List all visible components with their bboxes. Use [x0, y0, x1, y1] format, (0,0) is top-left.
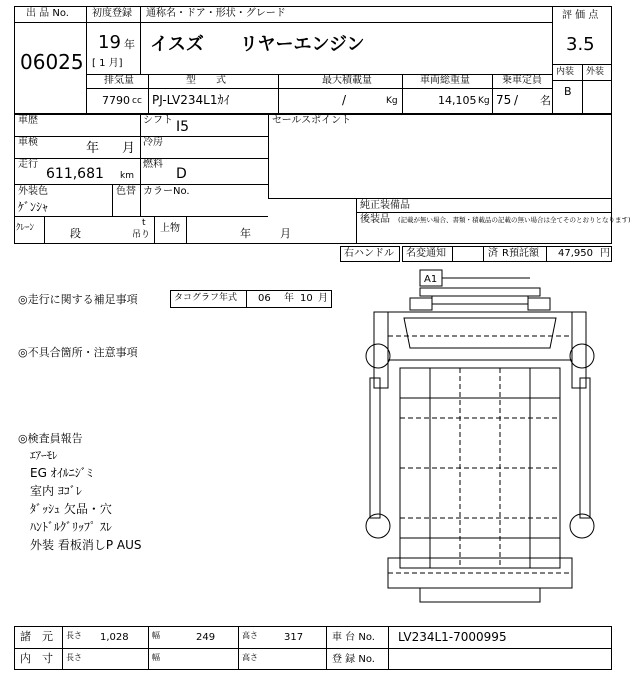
crane-hang: 吊り: [132, 230, 151, 240]
deposit-value: 47,950: [558, 248, 593, 259]
defect-title: ◎不具合箇所・注意事項: [18, 346, 138, 359]
displacement-label: 排気量: [104, 75, 134, 86]
genuine-equipment-label: 純正装備品: [360, 200, 410, 211]
inspection-label: 車検: [18, 137, 38, 148]
crane-tonnage-unit: t: [142, 218, 146, 228]
shift-value: I5: [176, 119, 190, 135]
height-value: 317: [284, 632, 304, 643]
capacity-sep: /: [514, 93, 519, 107]
inspection-month: 月: [122, 141, 136, 156]
length-value: 1,028: [100, 632, 129, 643]
interior-width-label: 幅: [152, 653, 160, 662]
first-reg-month: [ 1 月]: [92, 58, 123, 69]
tacho-label: タコグラフ年式: [174, 293, 238, 303]
shift-label: シフト: [143, 115, 173, 126]
crane-stage: 段: [70, 227, 81, 240]
deposit-label-b: R預託額: [502, 248, 539, 259]
body-label: 上物: [160, 223, 180, 234]
type-label: 型 式: [186, 75, 226, 86]
damage-marker: A1: [424, 274, 438, 285]
color-code-label: カラーNo.: [143, 186, 190, 197]
exterior-color-value: ｹﾞﾝｼｬ: [18, 200, 49, 214]
grade-value: 3.5: [566, 34, 595, 55]
tacho-month: 10: [300, 293, 313, 304]
ac-label: 冷房: [143, 137, 163, 148]
mileage-label: 走行: [18, 159, 38, 170]
width-label: 幅: [152, 631, 160, 640]
first-reg-label: 初度登録: [92, 8, 132, 19]
steering-value: 右ハンドル: [344, 248, 394, 259]
displacement-unit: cc: [132, 96, 142, 106]
interior-grade-value: B: [564, 85, 572, 98]
model-name-label: 通称名・ドア・形状・グレード: [146, 8, 286, 19]
first-reg-year-unit: 年: [124, 38, 135, 51]
inspection-year: 年: [86, 141, 100, 156]
tacho-year: 06: [258, 293, 271, 304]
interior-height-label: 高さ: [242, 653, 258, 662]
name-change-value-box: [452, 246, 484, 262]
capacity-label: 乗車定員: [502, 75, 542, 86]
grade-label: 評 価 点: [562, 10, 599, 21]
gross-weight-value: 14,105: [438, 94, 477, 107]
inspector-line-1: ｴｱｰﾓﾚ: [30, 449, 58, 462]
max-load-label: 最大積載量: [322, 75, 372, 86]
deposit-label-a: 済: [488, 248, 498, 259]
vehicle-damage-diagram: [360, 268, 600, 608]
first-reg-year: 19: [98, 32, 121, 53]
type-value: PJ-LV234L1ｶｲ: [152, 93, 230, 107]
max-load-unit: Kg: [386, 96, 398, 106]
driving-notes-title: ◎走行に関する補足事項: [18, 293, 138, 306]
aftermarket-note: (記載が無い場合、書類・積載品の記載の無い場合は全てそのとおりとなります): [398, 216, 631, 224]
body-year: 年: [240, 227, 251, 240]
name-change-label: 名変通知: [406, 248, 446, 259]
tacho-month-unit: 月: [318, 293, 328, 304]
inspector-line-6: 外装 看板消しP AUS: [30, 538, 142, 552]
displacement-value: 7790: [102, 94, 130, 107]
aftermarket-label: 後装品: [360, 214, 390, 225]
inspector-line-4: ﾀﾞｯｼｭ 欠品・穴: [30, 502, 112, 516]
inspector-line-3: 室内 ﾖｺﾞﾚ: [30, 484, 82, 498]
gross-weight-unit: Kg: [478, 96, 490, 106]
tacho-year-unit: 年: [284, 293, 294, 304]
lot-label: 出 品 No.: [26, 8, 69, 19]
model-name: イスズ リヤーエンジン: [150, 34, 365, 55]
fuel-value: D: [176, 166, 187, 182]
color-change-label: 色替: [116, 186, 136, 197]
capacity-value: 75: [496, 93, 512, 107]
inspector-line-5: ﾊﾝﾄﾞﾙｸﾞﾘｯﾌﾟ ｽﾚ: [30, 520, 112, 534]
interior-grade-label: 内装: [556, 67, 575, 77]
fuel-label: 燃料: [143, 159, 163, 170]
inspector-title: ◎検査員報告: [18, 432, 83, 445]
sales-point-label: セールスポイント: [272, 115, 352, 126]
dims-label: 諸 元: [20, 630, 53, 643]
body-month: 月: [280, 227, 291, 240]
interior-length-label: 長さ: [66, 653, 82, 662]
length-label: 長さ: [66, 631, 82, 640]
crane-label: ｸﾚｰﾝ: [16, 223, 35, 233]
exterior-color-label: 外装色: [18, 186, 48, 197]
deposit-unit: 円: [600, 248, 610, 259]
width-value: 249: [196, 632, 216, 643]
mileage-value: 611,681: [46, 166, 104, 182]
height-label: 高さ: [242, 631, 258, 640]
history-label: 車歴: [18, 115, 38, 126]
mileage-unit: km: [120, 171, 134, 181]
exterior-grade-label: 外装: [586, 67, 605, 77]
capacity-unit: 名: [540, 94, 551, 107]
interior-dims-label: 内 寸: [20, 652, 53, 665]
gross-weight-label: 車両総重量: [420, 75, 470, 86]
registration-label: 登 録 No.: [332, 654, 375, 665]
chassis-value: LV234L1-7000995: [398, 630, 507, 644]
chassis-label: 車 台 No.: [332, 632, 375, 643]
max-load-value: /: [342, 93, 347, 107]
lot-number: 06025: [20, 50, 84, 74]
inspector-line-2: EG ｵｲﾙﾆｼﾞﾐ: [30, 466, 93, 480]
